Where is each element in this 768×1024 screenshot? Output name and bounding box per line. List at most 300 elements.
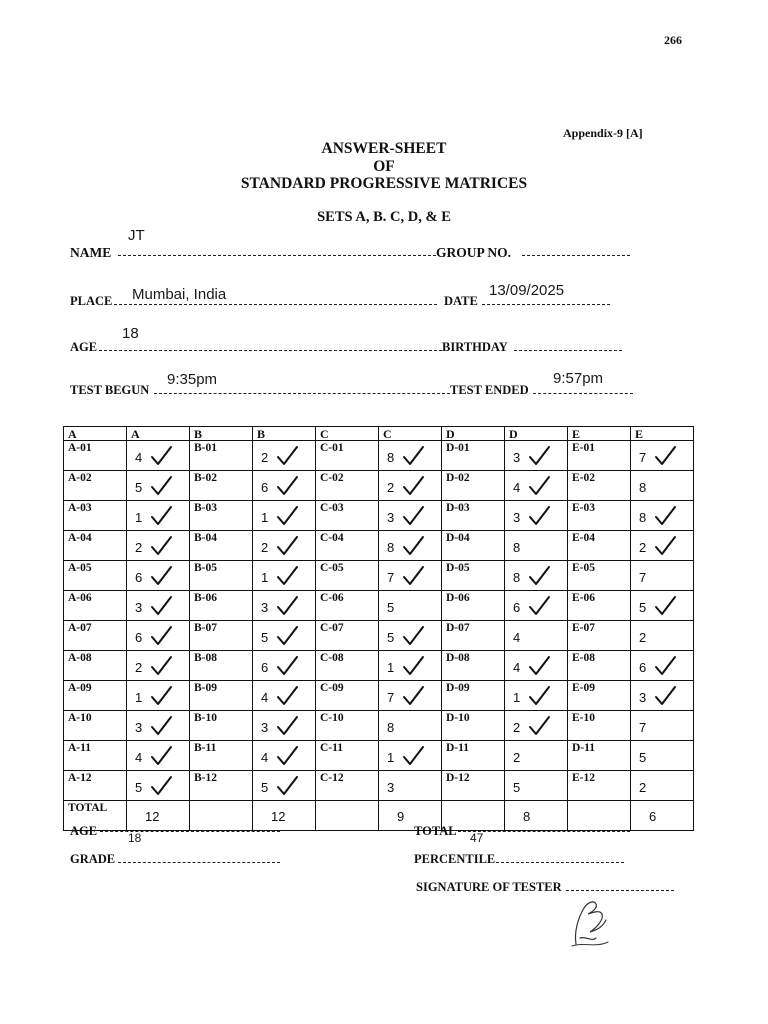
signature-label: SIGNATURE OF TESTER [416, 880, 562, 894]
answer-cell [127, 501, 190, 531]
grade-label: GRADE [70, 852, 116, 866]
column-header: E [568, 427, 631, 441]
item-number: D-04 [446, 532, 470, 544]
item-number: B-10 [194, 712, 217, 724]
answer-value: 1 [135, 510, 143, 525]
footer-total-line [458, 831, 630, 832]
table-row [64, 561, 694, 591]
answer-cell [127, 441, 190, 471]
item-number: A-09 [68, 682, 92, 694]
answer-value: 1 [135, 690, 143, 705]
total-value: 6 [649, 809, 657, 824]
item-number: C-09 [320, 682, 344, 694]
table-row [64, 681, 694, 711]
item-number: B-12 [194, 772, 217, 784]
item-number: E-01 [572, 442, 595, 454]
item-number: E-05 [572, 562, 595, 574]
check-mark-icon [149, 594, 173, 618]
item-number-cell [442, 771, 505, 801]
item-number: A-12 [68, 772, 92, 784]
answer-value: 2 [639, 780, 647, 795]
answer-cell [253, 441, 316, 471]
check-mark-icon [401, 534, 425, 558]
table-row [64, 771, 694, 801]
sets-heading: SETS A, B. C, D, & E [317, 209, 451, 225]
item-number-cell [568, 681, 631, 711]
age-label: AGE [70, 340, 98, 354]
check-mark-icon [149, 474, 173, 498]
item-number-cell [568, 621, 631, 651]
tester-signature [566, 898, 614, 950]
test-begun-label: TEST BEGUN [70, 383, 150, 397]
check-mark-icon [401, 624, 425, 648]
footer-total-value: 47 [470, 831, 484, 845]
name-line [118, 255, 436, 256]
item-number: C-07 [320, 622, 344, 634]
item-number: A-02 [68, 472, 92, 484]
check-mark-icon [653, 534, 677, 558]
answer-value: 5 [261, 780, 269, 795]
item-number-cell [190, 711, 253, 741]
answer-value: 4 [261, 690, 269, 705]
item-number: E-08 [572, 652, 595, 664]
item-number-cell [442, 501, 505, 531]
answer-cell [631, 471, 694, 501]
answer-cell [505, 591, 568, 621]
answer-cell [631, 441, 694, 471]
item-number: B-04 [194, 532, 217, 544]
answer-value: 2 [387, 480, 395, 495]
answer-value: 7 [639, 570, 647, 585]
answer-value: 5 [513, 780, 521, 795]
check-mark-icon [653, 504, 677, 528]
signature-line [566, 890, 674, 891]
answer-cell [631, 681, 694, 711]
answer-value: 8 [387, 450, 395, 465]
birthday-line [514, 350, 622, 351]
answer-value: 4 [135, 750, 143, 765]
answer-cell [631, 771, 694, 801]
item-number: B-07 [194, 622, 217, 634]
check-mark-icon [275, 594, 299, 618]
answer-value: 6 [135, 630, 143, 645]
answer-cell [127, 711, 190, 741]
answer-cell [505, 471, 568, 501]
item-number-cell [190, 501, 253, 531]
check-mark-icon [149, 774, 173, 798]
item-number: B-05 [194, 562, 217, 574]
answer-cell [505, 681, 568, 711]
item-number-cell [316, 561, 379, 591]
grade-line [118, 862, 280, 863]
answer-value: 6 [261, 480, 269, 495]
answer-cell [631, 531, 694, 561]
column-header: B [253, 427, 316, 441]
item-number: B-02 [194, 472, 217, 484]
item-number-cell [568, 441, 631, 471]
answer-value: 5 [639, 600, 647, 615]
check-mark-icon [275, 564, 299, 588]
item-number-cell [442, 681, 505, 711]
answer-value: 7 [639, 450, 647, 465]
answer-value: 5 [639, 750, 647, 765]
answer-table [63, 426, 694, 831]
item-number-cell [442, 531, 505, 561]
answer-value: 8 [387, 720, 395, 735]
answer-cell [505, 771, 568, 801]
item-number-cell [64, 591, 127, 621]
check-mark-icon [275, 444, 299, 468]
answer-value: 5 [261, 630, 269, 645]
answer-value: 3 [387, 780, 395, 795]
check-mark-icon [275, 654, 299, 678]
item-number-cell [568, 561, 631, 591]
column-header: C [316, 427, 379, 441]
check-mark-icon [149, 504, 173, 528]
item-number: D-01 [446, 442, 470, 454]
answer-value: 1 [513, 690, 521, 705]
item-number: E-06 [572, 592, 595, 604]
answer-cell [379, 621, 442, 651]
item-number: C-02 [320, 472, 344, 484]
answer-cell [379, 561, 442, 591]
item-number-cell [190, 651, 253, 681]
check-mark-icon [527, 444, 551, 468]
answer-cell [631, 651, 694, 681]
item-number-cell [442, 711, 505, 741]
item-number-cell [190, 771, 253, 801]
check-mark-icon [527, 504, 551, 528]
item-number-cell [442, 441, 505, 471]
answer-value: 5 [135, 780, 143, 795]
item-number: B-06 [194, 592, 217, 604]
answer-cell [379, 711, 442, 741]
column-header: A [64, 427, 127, 441]
footer-age-label: AGE [70, 824, 98, 838]
test-begun-value: 9:35pm [167, 371, 218, 388]
item-number-cell [316, 591, 379, 621]
answer-cell [253, 471, 316, 501]
item-number-cell [568, 771, 631, 801]
answer-value: 3 [387, 510, 395, 525]
answer-value: 8 [387, 540, 395, 555]
item-number: E-02 [572, 472, 595, 484]
test-ended-label: TEST ENDED [450, 383, 529, 397]
item-number-cell [190, 741, 253, 771]
check-mark-icon [275, 504, 299, 528]
check-mark-icon [527, 654, 551, 678]
answer-value: 3 [261, 720, 269, 735]
answer-value: 2 [513, 750, 521, 765]
column-header: D [442, 427, 505, 441]
check-mark-icon [401, 684, 425, 708]
item-number: D-09 [446, 682, 470, 694]
answer-value: 1 [387, 660, 395, 675]
answer-value: 1 [261, 510, 269, 525]
check-mark-icon [401, 474, 425, 498]
item-number: A-03 [68, 502, 92, 514]
answer-cell [505, 531, 568, 561]
answer-value: 3 [135, 600, 143, 615]
answer-cell [505, 621, 568, 651]
answer-value: 2 [261, 540, 269, 555]
check-mark-icon [275, 624, 299, 648]
column-header: D [505, 427, 568, 441]
table-row [64, 711, 694, 741]
item-number-cell [64, 441, 127, 471]
item-number-cell [64, 501, 127, 531]
age-line [99, 350, 442, 351]
table-row [64, 501, 694, 531]
check-mark-icon [149, 744, 173, 768]
answer-cell [379, 471, 442, 501]
answer-cell [631, 591, 694, 621]
item-number: E-04 [572, 532, 595, 544]
item-number: A-04 [68, 532, 92, 544]
percentile-line [496, 862, 624, 863]
item-number-cell [442, 591, 505, 621]
table-row [64, 471, 694, 501]
item-number-cell [568, 651, 631, 681]
answer-value: 1 [261, 570, 269, 585]
item-number: E-09 [572, 682, 595, 694]
item-number: E-12 [572, 772, 595, 784]
answer-value: 6 [513, 600, 521, 615]
total-value: 9 [397, 809, 405, 824]
item-number: B-09 [194, 682, 217, 694]
answer-cell [505, 501, 568, 531]
item-number: C-08 [320, 652, 344, 664]
check-mark-icon [527, 564, 551, 588]
table-row [64, 621, 694, 651]
total-value-cell [631, 801, 694, 831]
item-number-cell [190, 471, 253, 501]
check-mark-icon [149, 624, 173, 648]
item-number-cell [442, 561, 505, 591]
item-number: C-01 [320, 442, 344, 454]
check-mark-icon [149, 564, 173, 588]
test-ended-line [533, 393, 633, 394]
answer-cell [253, 501, 316, 531]
answer-cell [379, 771, 442, 801]
check-mark-icon [527, 474, 551, 498]
column-header: C [379, 427, 442, 441]
answer-cell [253, 711, 316, 741]
item-number: A-05 [68, 562, 92, 574]
item-number: D-11 [572, 742, 595, 754]
answer-cell [379, 591, 442, 621]
check-mark-icon [275, 684, 299, 708]
place-label: PLACE [70, 294, 113, 308]
answer-cell [379, 651, 442, 681]
column-header: A [127, 427, 190, 441]
item-number: D-10 [446, 712, 470, 724]
answer-value: 2 [513, 720, 521, 735]
total-value: 12 [271, 809, 286, 824]
answer-cell [505, 651, 568, 681]
item-number: E-07 [572, 622, 595, 634]
item-number-cell [316, 531, 379, 561]
answer-value: 8 [639, 510, 647, 525]
answer-cell [127, 471, 190, 501]
item-number-cell [568, 741, 631, 771]
item-number-cell [568, 531, 631, 561]
item-number-cell [64, 771, 127, 801]
table-row [64, 741, 694, 771]
answer-value: 1 [387, 750, 395, 765]
answer-cell [253, 741, 316, 771]
answer-cell [631, 561, 694, 591]
item-number: D-07 [446, 622, 470, 634]
total-row [64, 801, 694, 831]
answer-value: 5 [135, 480, 143, 495]
item-number: C-11 [320, 742, 343, 754]
answer-cell [127, 591, 190, 621]
check-mark-icon [149, 654, 173, 678]
item-number-cell [64, 561, 127, 591]
group-line [522, 255, 630, 256]
total-label-cell [190, 801, 253, 831]
total-label-cell [316, 801, 379, 831]
item-number: C-04 [320, 532, 344, 544]
answer-value: 8 [639, 480, 647, 495]
check-mark-icon [275, 774, 299, 798]
column-header: E [631, 427, 694, 441]
check-mark-icon [653, 594, 677, 618]
item-number-cell [190, 441, 253, 471]
answer-value: 8 [513, 540, 521, 555]
check-mark-icon [653, 444, 677, 468]
place-line [114, 304, 437, 305]
table-row [64, 441, 694, 471]
item-number: B-01 [194, 442, 217, 454]
title-line-1: ANSWER-SHEET [321, 140, 447, 157]
total-value: 8 [523, 809, 531, 824]
check-mark-icon [149, 714, 173, 738]
answer-value: 7 [387, 570, 395, 585]
item-number-cell [64, 531, 127, 561]
item-number: B-11 [194, 742, 217, 754]
footer-age-line [100, 831, 280, 832]
check-mark-icon [149, 444, 173, 468]
check-mark-icon [401, 654, 425, 678]
answer-cell [379, 681, 442, 711]
answer-cell [127, 531, 190, 561]
total-value-cell [505, 801, 568, 831]
check-mark-icon [149, 684, 173, 708]
answer-cell [631, 501, 694, 531]
answer-cell [505, 741, 568, 771]
item-number-cell [316, 471, 379, 501]
answer-value: 3 [261, 600, 269, 615]
item-number: A-06 [68, 592, 92, 604]
answer-cell [631, 621, 694, 651]
answer-cell [127, 681, 190, 711]
birthday-label: BIRTHDAY [442, 340, 508, 354]
item-number-cell [190, 561, 253, 591]
answer-value: 6 [135, 570, 143, 585]
item-number: C-12 [320, 772, 344, 784]
footer-age-value: 18 [128, 831, 142, 845]
item-number-cell [316, 681, 379, 711]
answer-cell [253, 561, 316, 591]
percentile-label: PERCENTILE [414, 852, 496, 866]
answer-cell [127, 561, 190, 591]
answer-value: 3 [513, 510, 521, 525]
total-value: 12 [145, 809, 160, 824]
item-number: A-10 [68, 712, 92, 724]
item-number-cell [190, 531, 253, 561]
item-number: A-01 [68, 442, 92, 454]
check-mark-icon [149, 534, 173, 558]
answer-cell [631, 711, 694, 741]
name-label: NAME [70, 245, 112, 260]
group-label: GROUP NO. [436, 245, 512, 260]
answer-value: 2 [135, 660, 143, 675]
answer-value: 3 [639, 690, 647, 705]
answer-cell [379, 441, 442, 471]
item-number: D-08 [446, 652, 470, 664]
check-mark-icon [275, 744, 299, 768]
item-number: D-06 [446, 592, 470, 604]
answer-value: 7 [639, 720, 647, 735]
answer-cell [253, 651, 316, 681]
table-row [64, 591, 694, 621]
item-number-cell [442, 471, 505, 501]
item-number: E-03 [572, 502, 595, 514]
date-label: DATE [444, 294, 478, 308]
answer-value: 6 [639, 660, 647, 675]
item-number-cell [316, 651, 379, 681]
item-number-cell [442, 651, 505, 681]
check-mark-icon [275, 714, 299, 738]
answer-cell [253, 681, 316, 711]
item-number: D-02 [446, 472, 470, 484]
answer-value: 5 [387, 630, 395, 645]
table-row [64, 651, 694, 681]
appendix-label: Appendix-9 [A] [563, 126, 643, 140]
item-number-cell [64, 711, 127, 741]
answer-cell [505, 711, 568, 741]
date-value: 13/09/2025 [489, 282, 565, 299]
total-value-cell [253, 801, 316, 831]
answer-value: 2 [639, 630, 647, 645]
total-value-cell [127, 801, 190, 831]
answer-value: 2 [261, 450, 269, 465]
answer-cell [127, 771, 190, 801]
answer-cell [253, 591, 316, 621]
check-mark-icon [653, 654, 677, 678]
item-number: D-11 [446, 742, 469, 754]
item-number: C-06 [320, 592, 344, 604]
answer-cell [253, 531, 316, 561]
table-header-row [64, 427, 694, 441]
item-number: C-05 [320, 562, 344, 574]
item-number-cell [64, 681, 127, 711]
answer-value: 4 [261, 750, 269, 765]
item-number-cell [190, 621, 253, 651]
answer-value: 4 [513, 660, 521, 675]
answer-value: 4 [513, 630, 521, 645]
item-number-cell [442, 621, 505, 651]
answer-cell [253, 771, 316, 801]
check-mark-icon [653, 684, 677, 708]
page-number: 266 [664, 33, 682, 47]
answer-value: 5 [387, 600, 395, 615]
date-line [482, 304, 610, 305]
test-begun-line [154, 393, 450, 394]
age-value: 18 [122, 325, 139, 342]
